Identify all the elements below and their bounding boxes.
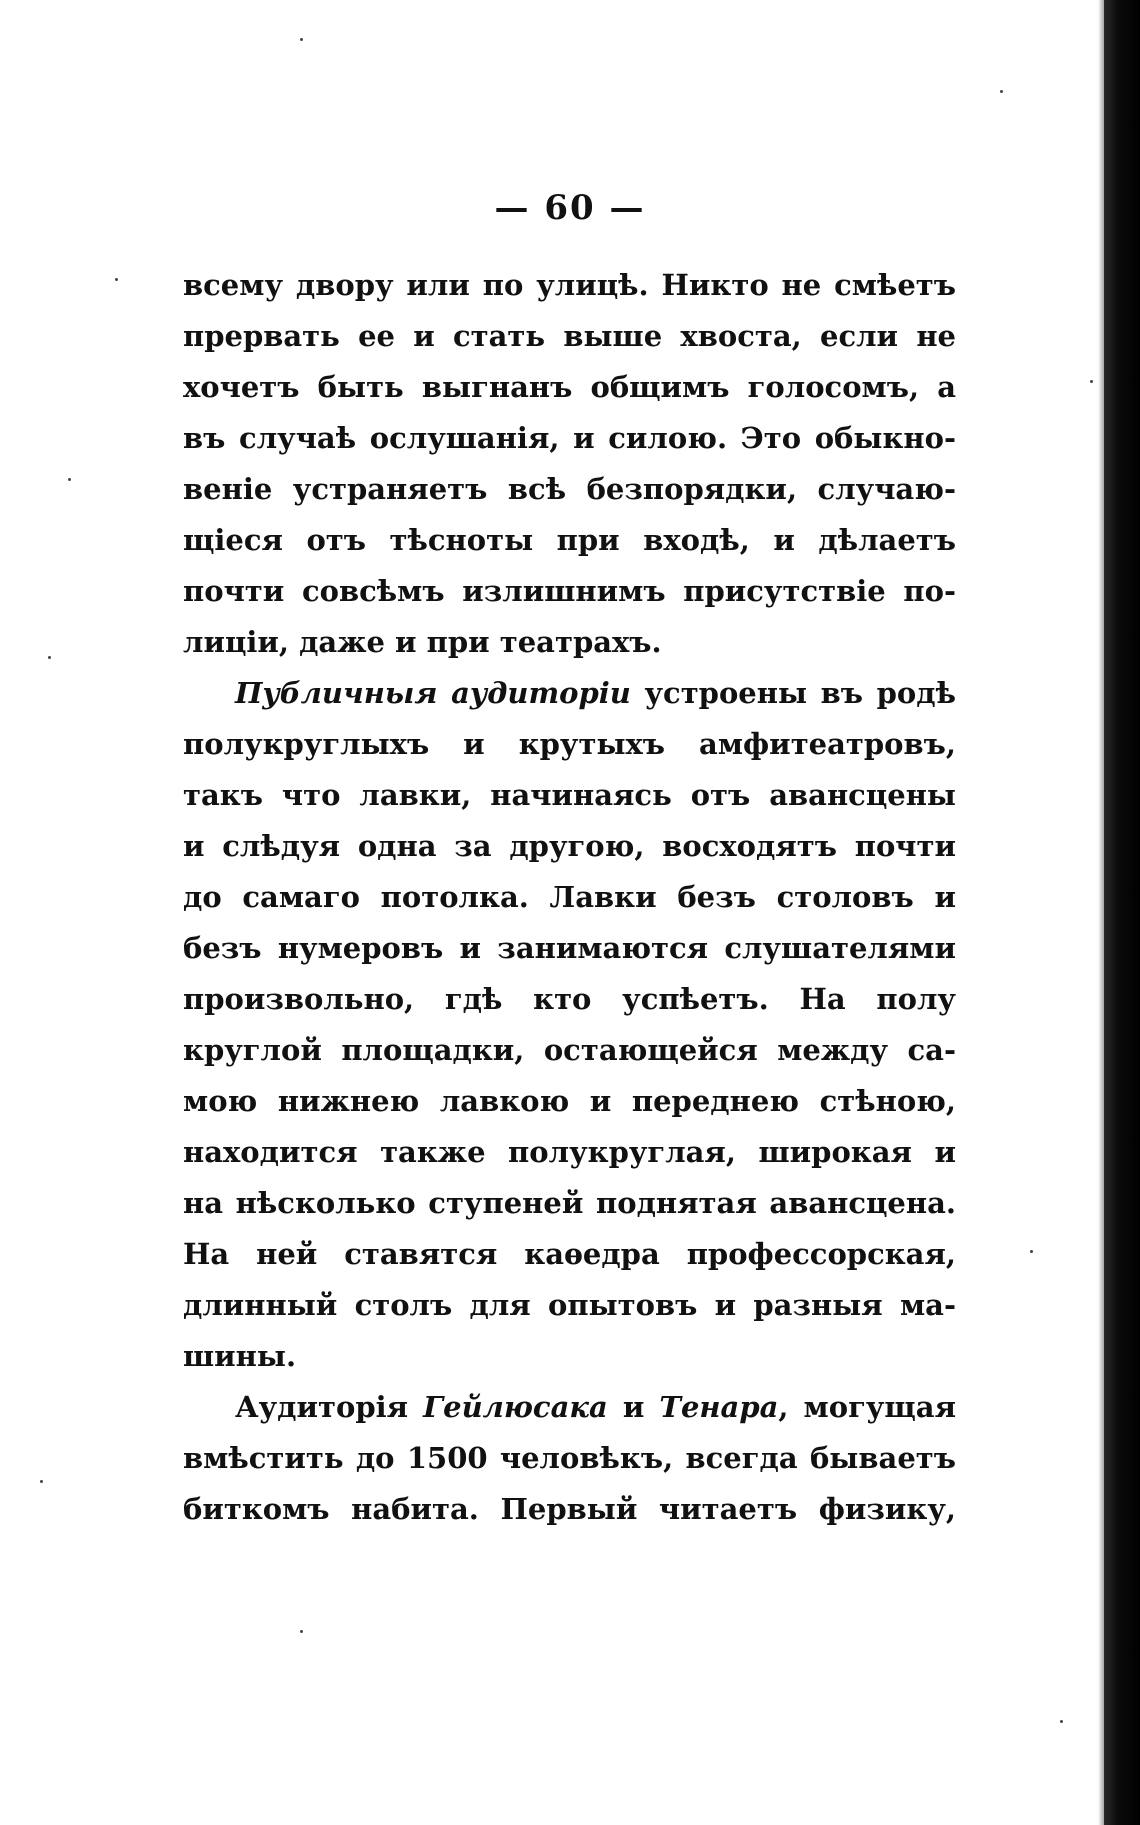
scan-speck: [68, 478, 71, 481]
text-line: на нѣсколько ступеней поднятая авансцена.: [183, 1186, 956, 1220]
scan-speck: [40, 1480, 43, 1483]
scan-speck: [300, 38, 303, 41]
scan-speck: [48, 656, 51, 659]
text-line: мою нижнею лавкою и переднею стѣною,: [183, 1084, 956, 1118]
scan-speck: [300, 1630, 303, 1633]
paragraph-2: [183, 668, 956, 1382]
text-line: веніе устраняетъ всѣ безпорядки, случаю-: [183, 472, 956, 506]
text-line: прервать ее и стать выше хвоста, если не: [183, 319, 956, 353]
text-line: [183, 1382, 956, 1433]
text-line: вмѣстить до 1500 человѣкъ, всегда бываетъ: [183, 1441, 956, 1475]
text-line: круглой площадки, остающейся между са-: [183, 1033, 956, 1067]
text-line: щіеся отъ тѣсноты при входѣ, и дѣлаетъ: [183, 523, 956, 557]
italic-term: Публичныя аудиторіи: [235, 676, 631, 710]
text-line: длинный столъ для опытовъ и разныя ма-: [183, 1288, 956, 1322]
scan-speck: [1000, 90, 1003, 93]
text-line: шины.: [183, 1339, 297, 1373]
text-line: хочетъ быть выгнанъ общимъ голосомъ, а: [183, 370, 956, 404]
text-line: На ней ставятся каѳедра профессорская,: [183, 1237, 956, 1271]
text-span: Аудиторія: [235, 1390, 424, 1424]
text-line: всему двору или по улицѣ. Никто не смѣетъ: [183, 268, 956, 302]
scan-speck: [1090, 380, 1093, 383]
text-line: такъ что лавки, начинаясь отъ авансцены: [183, 778, 956, 812]
text-line: въ случаѣ ослушанія, и силою. Это обыкно-: [183, 421, 956, 455]
text-span: устроены въ родѣ: [630, 676, 956, 710]
binding-edge: [1104, 0, 1140, 1825]
scan-speck: [1060, 1720, 1063, 1723]
scan-speck: [115, 278, 118, 281]
text-line: находится также полукруглая, широкая и: [183, 1135, 956, 1169]
text-line: безъ нумеровъ и занимаются слушателями: [183, 931, 956, 965]
italic-name: Гейлюсака: [423, 1390, 608, 1424]
page-number: — 60 —: [494, 188, 646, 228]
text-line: до самаго потолка. Лавки безъ столовъ и: [183, 880, 956, 914]
text-line: почти совсѣмъ излишнимъ присутствіе по-: [183, 574, 956, 608]
paragraph-1: [183, 260, 956, 668]
text-span: , могущая: [778, 1390, 956, 1424]
text-line: полукруглыхъ и крутыхъ амфитеатровъ,: [183, 727, 956, 761]
body-text: [183, 260, 956, 1535]
text-line: и слѣдуя одна за другою, восходятъ почти: [183, 829, 956, 863]
text-line: произвольно, гдѣ кто успѣетъ. На полу: [183, 982, 956, 1016]
italic-name: Тенара: [659, 1390, 779, 1424]
text-line: биткомъ набита. Первый читаетъ физику,: [183, 1492, 956, 1526]
text-span: и: [607, 1390, 660, 1424]
text-line: [183, 668, 956, 719]
paragraph-3: [183, 1382, 956, 1535]
scan-speck: [1030, 1250, 1033, 1253]
text-line: лиціи, даже и при театрахъ.: [183, 625, 662, 659]
